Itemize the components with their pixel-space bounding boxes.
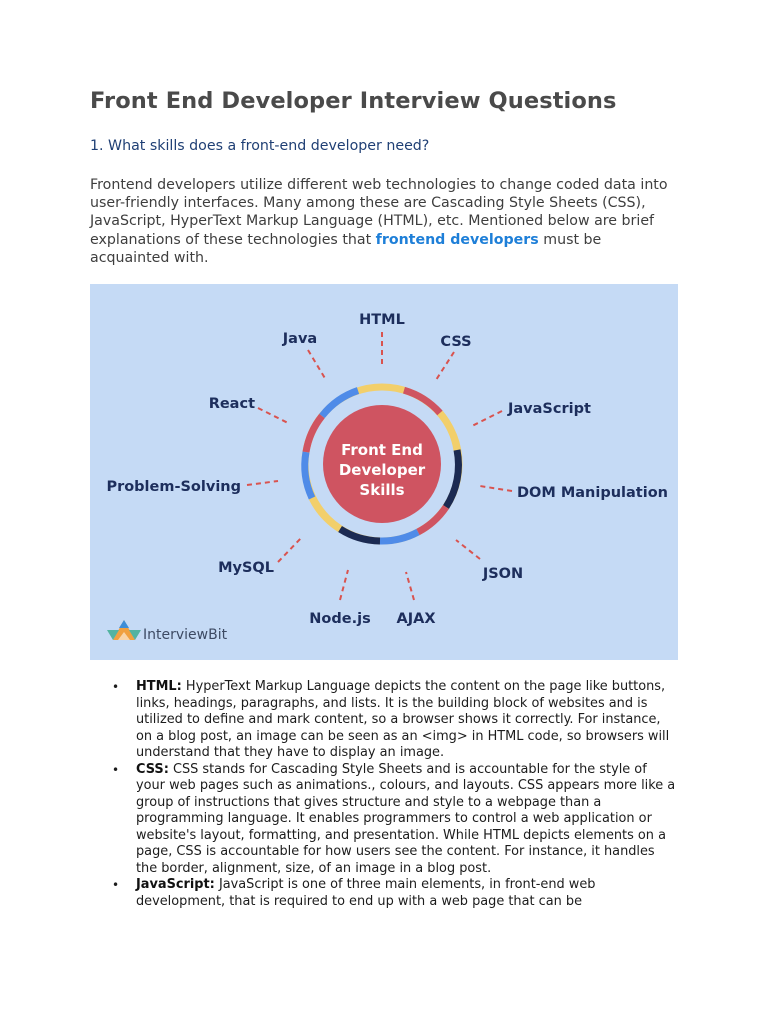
list-item-html [108, 679, 678, 762]
intro-paragraph [90, 176, 680, 267]
connector-react [258, 408, 288, 423]
center-line-2: Developer [338, 461, 426, 479]
skill-label-json: JSON [482, 566, 524, 582]
connector-javascript [472, 411, 502, 426]
skills-diagram [90, 284, 678, 660]
connector-ajax [406, 572, 414, 600]
skill-label-ajax: AJAX [396, 611, 436, 627]
list-item-text: JavaScript is one of three main elements, in front-end web development, that is required to end up with a web page that can be [136, 877, 596, 909]
page-title: Front End Developer Interview Questions [90, 88, 617, 114]
skill-label-css: CSS [440, 334, 472, 350]
ring-segment-blue-2 [305, 452, 312, 498]
connector-java [308, 350, 326, 380]
interviewbit-logo-icon [107, 620, 141, 640]
connector-nodejs [340, 570, 348, 600]
interviewbit-logo-text: InterviewBit [143, 627, 228, 643]
connector-problem-solving [247, 481, 278, 485]
list-item-term: CSS: [136, 761, 169, 777]
skill-label-react: React [208, 396, 255, 412]
skill-label-nodejs: Node.js [309, 611, 371, 627]
connector-json [456, 540, 480, 559]
intro-text: Frontend developers utilize different web technologies to change coded data into user-friendly interfaces. Many among these are Cascading Style Sheets (CSS), JavaScript, HyperText Markup Language (HTML), etc. Mentioned below are brief explanations of these technologies that [90, 177, 668, 248]
ring-segment-navy-1 [446, 450, 458, 507]
center-line-3: Skills [359, 481, 405, 499]
skills-diagram-svg [90, 284, 678, 660]
skill-label-problem-solving: Problem-Solving [106, 479, 241, 495]
ring-segment-blue-1 [380, 532, 418, 541]
bullet-dot: • [112, 680, 120, 694]
list-item-term: HTML: [136, 679, 182, 694]
connector-css [436, 352, 454, 380]
frontend-developers-link[interactable]: frontend developers [375, 231, 539, 248]
list-item-text: CSS stands for Cascading Style Sheets and is accountable for the style of your web pages such as animations., colours, and layouts. CSS appears more like a group of instructions that gives structure and style to a webpage than a programming language. It enables programmers to control a web application or website's layout, formatting, and presentation. While HTML depicts elements on a page, CSS is accountable for how users see the content. For instance, it handles the border, alignment, size, of an image in a blog post. [136, 761, 676, 876]
skill-label-javascript: JavaScript [508, 401, 591, 417]
ring-segment-red-1 [404, 390, 440, 413]
question-heading: 1. What skills does a front-end developer need? [90, 138, 430, 154]
list-item-text: HyperText Markup Language depicts the content on the page like buttons, links, headings, paragraphs, and lists. It is the building block of websites and is utilized to define and mark content, so a browser shows it correctly. For instance, on a blog post, an image can be seen as an <img> in HTML code, so browsers will understand that they have to display an image. [136, 679, 670, 760]
list-item-javascript [108, 877, 678, 910]
skills-list [108, 679, 678, 910]
center-line-1: Front End [341, 441, 423, 459]
list-item-term: JavaScript: [136, 877, 215, 892]
ring-segment-blue-3 [322, 391, 358, 417]
ring-segment-yellow-2 [312, 498, 340, 529]
bullet-dot: • [112, 762, 120, 777]
ring-segment-red-3 [306, 416, 322, 452]
skill-label-java: Java [282, 331, 318, 347]
intro-text-end: must be acquainted with. [90, 231, 602, 266]
connector-mysql [278, 537, 302, 562]
ring-segment-yellow-1 [440, 413, 457, 450]
ring-segment-red-2 [418, 507, 446, 532]
skill-label-html: HTML [359, 312, 405, 328]
bullet-dot: • [112, 878, 120, 892]
ring-segment-navy-2 [340, 529, 380, 541]
connector-dom [480, 486, 512, 491]
skill-label-mysql: MySQL [218, 560, 274, 576]
list-item-css [108, 762, 678, 878]
interviewbit-logo [107, 620, 228, 643]
skill-label-dom-manipulation: DOM Manipulation [517, 485, 668, 501]
